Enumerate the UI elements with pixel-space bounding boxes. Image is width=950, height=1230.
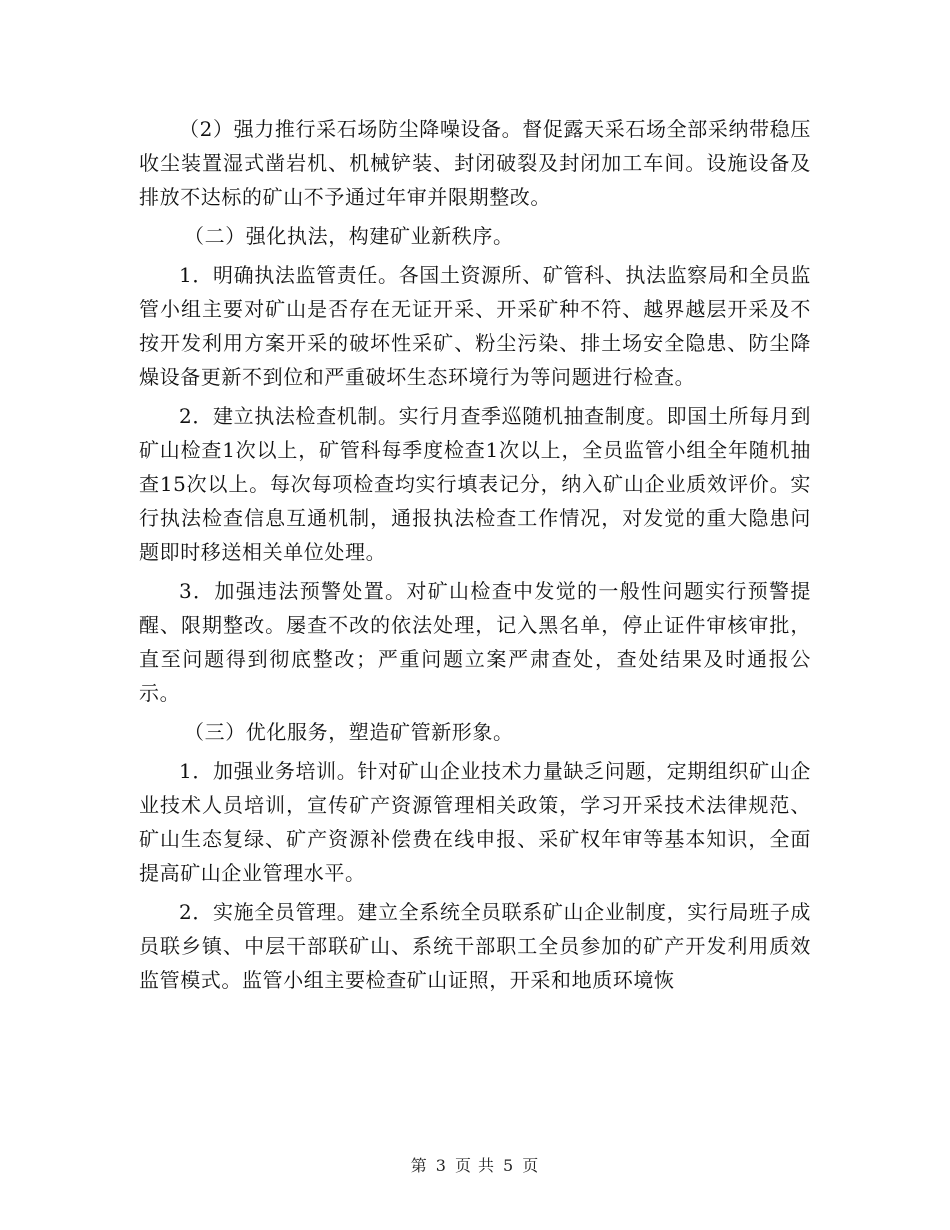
section-heading-optimize-service: （三）优化服务，塑造矿管新形象。 xyxy=(184,720,514,744)
footer-suffix: 页 xyxy=(522,1156,540,1175)
document-body xyxy=(139,112,811,1002)
footer-current-page: 3 xyxy=(435,1156,447,1175)
paragraph-dust-equipment: （2）强力推行采石场防尘降噪设备。督促露天采石场全部采纳带稳压收尘装置湿式凿岩机、机械铲装、封闭破裂及封闭加工车间。设施设备及排放不达标的矿山不予通过年审并限期整改。 xyxy=(139,117,811,209)
paragraph-inspection-mechanism: 2．建立执法检查机制。实行月查季巡随机抽查制度。即国土所每月到矿山检查1次以上，矿管科每季度检查1次以上，全员监管小组全年随机抽查15次以上。每次每项检查均实行填表记分，纳入矿山企业质效评价。实行执法检查信息互通机制，通报执法检查工作情况，对发觉的重大隐患问题即时移送相关单位处理。 xyxy=(139,404,811,564)
footer-total-pages: 5 xyxy=(503,1156,515,1175)
paragraph-full-staff-management: 2．实施全员管理。建立全系统全员联系矿山企业制度，实行局班子成员联乡镇、中层干部联矿山、系统干部职工全员参加的矿产开发利用质效监管模式。监管小组主要检查矿山证照，开采和地质环境恢 xyxy=(139,900,811,992)
footer-prefix: 第 xyxy=(410,1156,428,1175)
paragraph-business-training: 1．加强业务培训。针对矿山企业技术力量缺乏问题，定期组织矿山企业技术人员培训，宣传矿产资源管理相关政策，学习开采技术法律规范、矿山生态复绿、矿产资源补偿费在线申报、采矿权年审等基本知识，全面提高矿山企业管理水平。 xyxy=(139,759,811,885)
page-footer xyxy=(0,1153,950,1176)
paragraph-violation-warning: 3．加强违法预警处置。对矿山检查中发觉的一般性问题实行预警提醒、限期整改。屡查不改的依法处理，记入黑名单，停止证件审核审批，直至问题得到彻底整改；严重问题立案严肃查处，查处结果及时通报公示。 xyxy=(139,579,811,705)
footer-middle: 页 共 xyxy=(454,1156,496,1175)
paragraph-enforcement-responsibility: 1．明确执法监管责任。各国土资源所、矿管科、执法监察局和全员监管小组主要对矿山是否存在无证开采、开采矿种不符、越界越层开采及不按开发利用方案开采的破坏性采矿、粉尘污染、排土场安全隐患、防尘降燥设备更新不到位和严重破坏生态环境行为等问题进行检查。 xyxy=(139,263,811,389)
section-heading-law-enforcement: （二）强化执法，构建矿业新秩序。 xyxy=(184,224,514,248)
